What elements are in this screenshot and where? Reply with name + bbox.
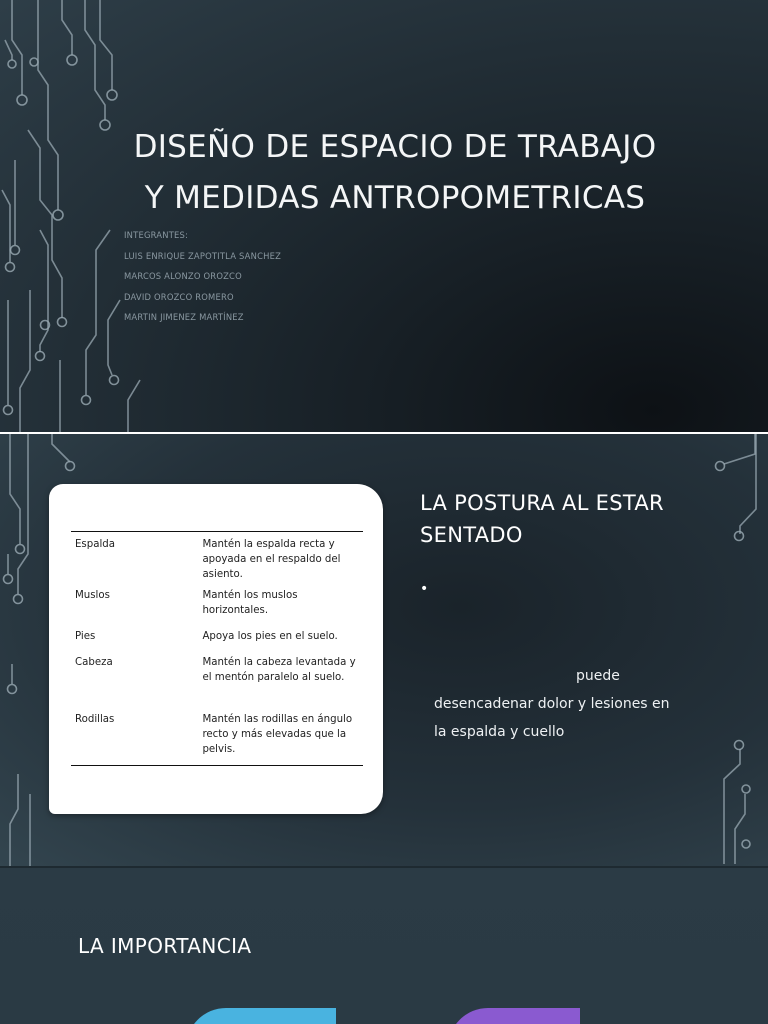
heading-line-2: SENTADO [420, 523, 523, 547]
title-line-2: Y MEDIDAS ANTROPOMETRICAS [144, 180, 646, 216]
member-name: LUIS ENRIQUE ZAPOTITLA SANCHEZ [124, 250, 282, 261]
table-row [71, 532, 363, 588]
circuit-decoration-right [700, 434, 768, 866]
table-row [71, 655, 363, 712]
table-row [71, 712, 363, 766]
member-name: MARCOS ALONZO OROZCO [124, 271, 242, 281]
tip-cell: Mantén los muslos horizontales. [202, 589, 298, 616]
posture-table-card [49, 484, 383, 814]
slide-title [0, 0, 768, 432]
slide-posture [0, 434, 768, 866]
table-row [71, 588, 363, 629]
bullet-point: • [420, 581, 429, 597]
blue-shape [186, 1008, 336, 1024]
importance-heading: LA IMPORTANCIA [78, 934, 252, 958]
paragraph-line-1: puede [576, 668, 620, 684]
tip-cell: Apoya los pies en el suelo. [202, 630, 338, 642]
paragraph-line-3: la espalda y cuello [434, 724, 565, 740]
body-part-cell: Muslos [75, 589, 110, 601]
heading-line-1: LA POSTURA AL ESTAR [420, 491, 664, 515]
tip-cell: Mantén las rodillas en ángulo recto y más elevadas que la pelvis. [202, 713, 353, 755]
body-part-cell: Rodillas [75, 713, 115, 725]
title-line-1: DISEÑO DE ESPACIO DE TRABAJO [133, 129, 657, 165]
body-part-cell: Cabeza [75, 656, 113, 668]
slide-importance [0, 868, 768, 1024]
posture-paragraph [434, 662, 724, 746]
member-name: MARTIN JIMENEZ MARTÍNEZ [124, 312, 244, 322]
posture-table [71, 531, 363, 766]
body-part-cell: Pies [75, 630, 96, 642]
tip-cell: Mantén la espalda recta y apoyada en el respaldo del asiento. [202, 539, 341, 580]
purple-shape [448, 1008, 580, 1024]
presentation-title [100, 122, 690, 224]
members-label: INTEGRANTES: [124, 230, 189, 240]
paragraph-line-2: desencadenar dolor y lesiones en [434, 696, 670, 712]
posture-heading [420, 487, 664, 551]
body-part-cell: Espalda [75, 539, 115, 550]
member-name: DAVID OROZCO ROMERO [124, 291, 234, 302]
members-list [124, 230, 281, 333]
tip-cell: Mantén la cabeza levantada y el mentón paralelo al suelo. [202, 656, 356, 683]
table-row [71, 629, 363, 655]
